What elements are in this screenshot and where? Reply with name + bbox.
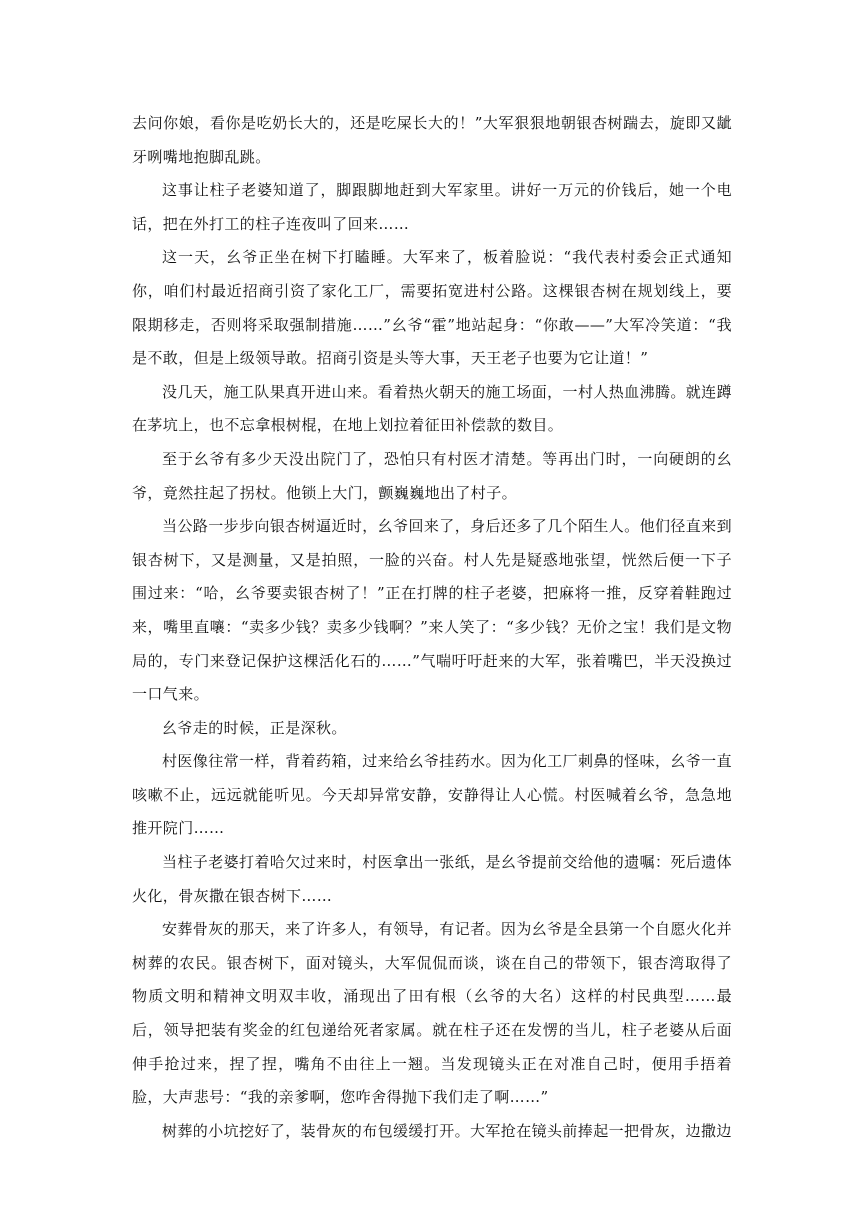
paragraph-5: 至于幺爷有多少天没出院门了，恐怕只有村医才清楚。等再出门时，一向硬朗的幺爷，竟然拄起了拐杖。他锁上大门，颤巍巍地出了村子。 (132, 449, 732, 502)
story-text-body (132, 107, 732, 1148)
paragraph-11: 树葬的小坑挖好了，装骨灰的布包缓缓打开。大军抢在镜头前捧起一把骨灰，边撒边 (162, 1121, 732, 1140)
paragraph-8: 村医像往常一样，背着药箱，过来给幺爷挂药水。因为化工厂刺鼻的怪味，幺爷一直咳嗽不止，远远就能听见。今天却异常安静，安静得让人心慌。村医喊着幺爷，急急地推开院门…… (132, 752, 732, 838)
paragraph-7: 幺爷走的时候，正是深秋。 (162, 718, 347, 737)
paragraph-1: 去问你娘，看你是吃奶长大的，还是吃屎长大的！”大军狠狠地朝银杏树踹去，旋即又龇牙咧嘴地抱脚乱跳。 (132, 114, 732, 166)
paragraph-9: 当柱子老婆打着哈欠过来时，村医拿出一张纸，是幺爷提前交给他的遗嘱：死后遗体火化，骨灰撒在银杏树下…… (132, 853, 732, 905)
paragraph-6: 当公路一步步向银杏树逼近时，幺爷回来了，身后还多了几个陌生人。他们径直来到银杏树下，又是测量，又是拍照，一脸的兴奋。村人先是疑惑地张望，恍然后便一下子围过来：“哈，幺爷要卖银杏树了！”正在打牌的柱子老婆，把麻将一推，反穿着鞋跑过来，嘴里直嚷：“卖多少钱？卖多少钱啊？”来人笑了：“多少钱？无价之宝！我们是文物局的，专门来登记保护这棵活化石的……”气喘吁吁赶来的大军，张着嘴巴，半天没换过一口气来。 (132, 517, 732, 704)
paragraph-2: 这事让柱子老婆知道了，脚跟脚地赶到大军家里。讲好一万元的价钱后，她一个电话，把在外打工的柱子连夜叫了回来…… (132, 181, 732, 233)
paragraph-3: 这一天，幺爷正坐在树下打瞌睡。大军来了，板着脸说：“我代表村委会正式通知你，咱们村最近招商引资了家化工厂，需要拓宽进村公路。这棵银杏树在规划线上，要限期移走，否则将采取强制措施……”幺爷“霍”地站起身：“你敢——”大军冷笑道：“我是不敢，但是上级领导敢。招商引资是头等大事，天王老子也要为它让道！” (132, 248, 732, 368)
paragraph-10: 安葬骨灰的那天，来了许多人，有领导，有记者。因为幺爷是全县第一个自愿火化并树葬的农民。银杏树下，面对镜头，大军侃侃而谈，谈在自己的带领下，银杏湾取得了物质文明和精神文明双丰收，涌现出了田有根（幺爷的大名）这样的村民典型……最后，领导把装有奖金的红包递给死者家属。就在柱子还在发愣的当儿，柱子老婆从后面伸手抢过来，捏了捏，嘴角不由往上一翘。当发现镜头正在对准自己时，便用手捂着脸，大声悲号：“我的亲爹啊，您咋舍得抛下我们走了啊……” (132, 920, 732, 1107)
paragraph-4: 没几天，施工队果真开进山来。看着热火朝天的施工场面，一村人热血沸腾。就连蹲在茅坑上，也不忘拿根树棍，在地上划拉着征田补偿款的数目。 (132, 382, 732, 435)
